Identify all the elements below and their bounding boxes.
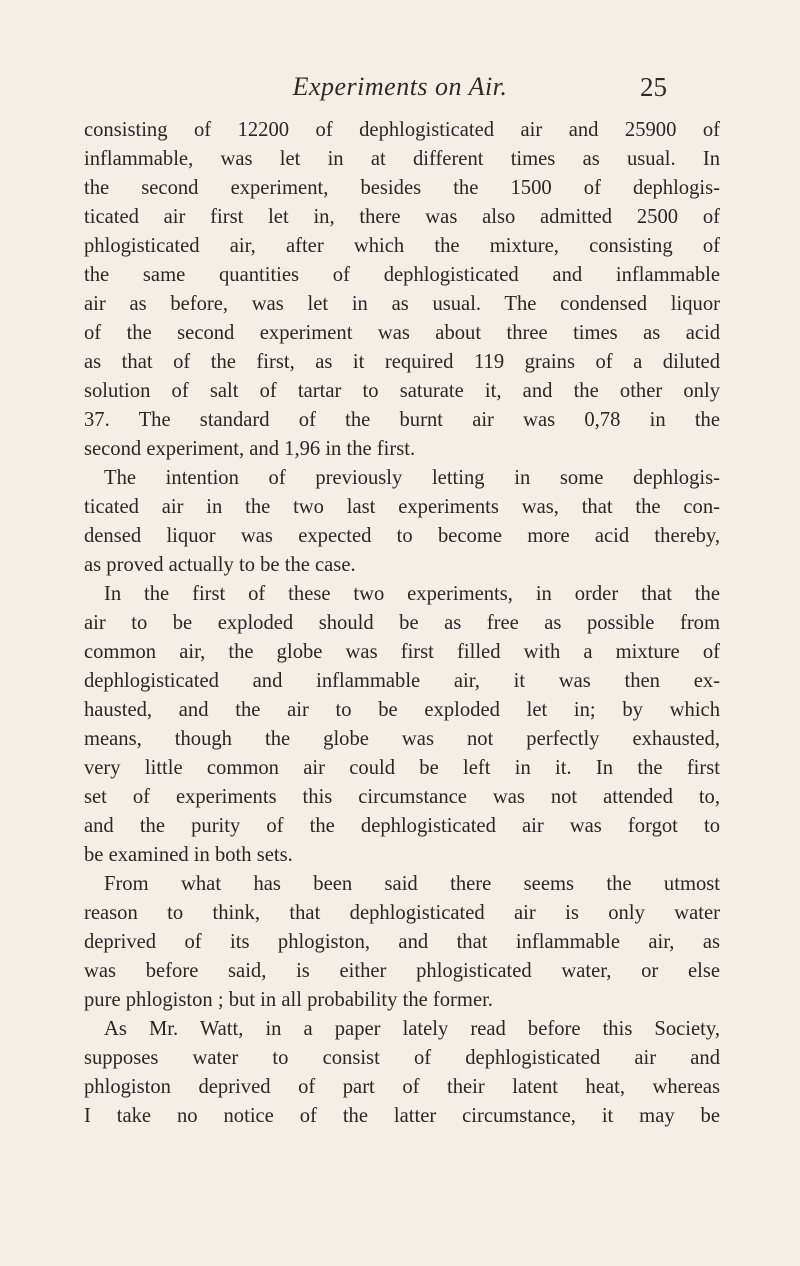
text-line: the second experiment, besides the 1500 of dephlogis-	[84, 177, 720, 199]
paragraph-start-line: As Mr. Watt, in a paper lately read before this Society,	[104, 1018, 720, 1040]
text-line: ticated air in the two last experiments was, that the con-	[84, 496, 720, 518]
text-line: 37. The standard of the burnt air was 0,78 in the	[84, 409, 720, 431]
paragraph-end-line: pure phlogiston ; but in all probability the former.	[84, 989, 493, 1011]
page-header	[0, 66, 800, 106]
text-line: densed liquor was expected to become more acid thereby,	[84, 525, 720, 547]
text-line: of the second experiment was about three times as acid	[84, 322, 720, 344]
text-line: I take no notice of the latter circumstance, it may be	[84, 1105, 720, 1127]
text-line: reason to think, that dephlogisticated air is only water	[84, 902, 720, 924]
text-line: consisting of 12200 of dephlogisticated air and 25900 of	[84, 119, 720, 141]
text-line: solution of salt of tartar to saturate it, and the other only	[84, 380, 720, 402]
text-line: common air, the globe was first filled with a mixture of	[84, 641, 720, 663]
body-text	[84, 116, 720, 1131]
paragraph-start-line: In the first of these two experiments, in order that the	[104, 583, 720, 605]
text-line: and the purity of the dephlogisticated air was forgot to	[84, 815, 720, 837]
text-line: phlogisticated air, after which the mixture, consisting of	[84, 235, 720, 257]
paragraph-end-line: second experiment, and 1,96 in the first.	[84, 438, 416, 460]
text-line: ticated air first let in, there was also admitted 2500 of	[84, 206, 720, 228]
text-line: phlogiston deprived of part of their latent heat, whereas	[84, 1076, 720, 1098]
text-line: as that of the first, as it required 119 grains of a diluted	[84, 351, 720, 373]
paragraph-end-line: be examined in both sets.	[84, 844, 293, 866]
text-line: was before said, is either phlogisticated water, or else	[84, 960, 720, 982]
paragraph-start-line: From what has been said there seems the utmost	[104, 873, 720, 895]
running-title: Experiments on Air.	[292, 72, 508, 101]
text-line: inflammable, was let in at different times as usual. In	[84, 148, 720, 170]
text-line: supposes water to consist of dephlogisticated air and	[84, 1047, 720, 1069]
paragraph-start-line: The intention of previously letting in some dephlogis-	[104, 467, 720, 489]
text-line: the same quantities of dephlogisticated and inflammable	[84, 264, 720, 286]
text-line: set of experiments this circumstance was not attended to,	[84, 786, 720, 808]
text-line: air as before, was let in as usual. The condensed liquor	[84, 293, 720, 315]
text-line: air to be exploded should be as free as possible from	[84, 612, 720, 634]
text-line: hausted, and the air to be exploded let in; by which	[84, 699, 720, 721]
text-line: means, though the globe was not perfectly exhausted,	[84, 728, 720, 750]
paragraph-end-line: as proved actually to be the case.	[84, 554, 356, 576]
text-line: dephlogisticated and inflammable air, it was then ex-	[84, 670, 720, 692]
page-number: 25	[640, 72, 667, 102]
text-line: deprived of its phlogiston, and that inflammable air, as	[84, 931, 720, 953]
text-line: very little common air could be left in it. In the first	[84, 757, 720, 779]
